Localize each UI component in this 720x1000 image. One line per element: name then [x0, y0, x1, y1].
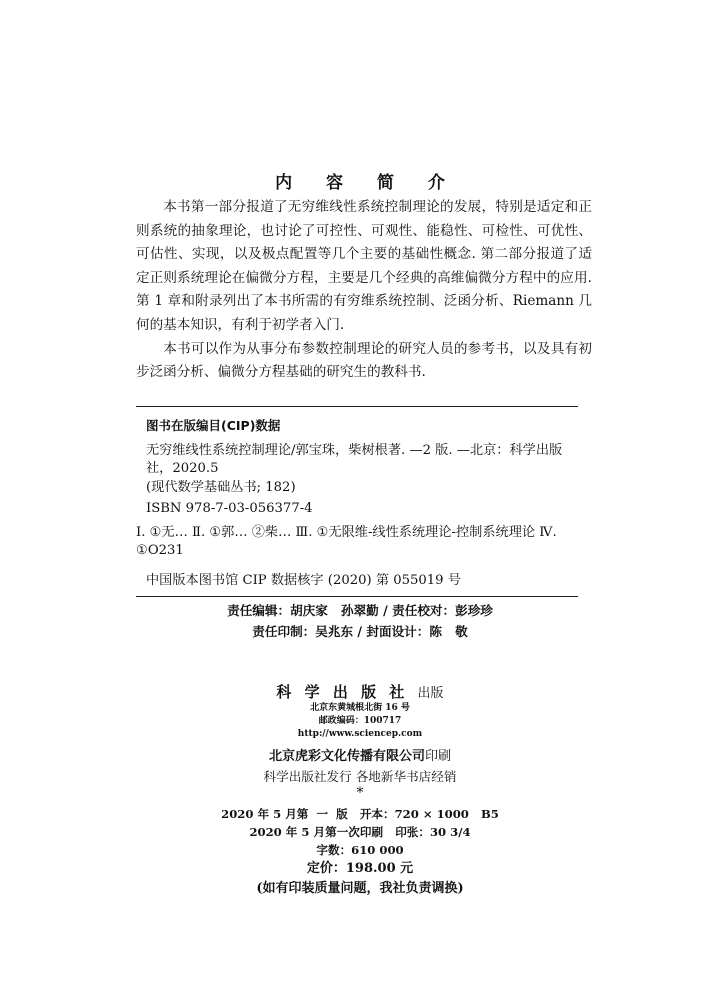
- credits-section: [0, 600, 720, 642]
- publisher-postcode: 邮政编码：100717: [318, 716, 402, 726]
- wordcount-line: 字数：610 000: [316, 843, 404, 857]
- page-title: 内 容 简 介: [275, 173, 459, 193]
- quality-note: (如有印装质量问题，我社负责调换): [256, 881, 464, 896]
- publisher-address: 北京东黄城根北街 16 号: [310, 703, 410, 713]
- cip-bottom-rule: [136, 596, 578, 597]
- edition-line: 2020 年 5 月第 一 版 开本：720 × 1000 B5: [221, 807, 499, 821]
- cip-isbn: ISBN 978-7-03-056377-4: [146, 501, 313, 516]
- cip-classification: Ⅰ. ①无… Ⅱ. ①郭… ②柴… Ⅲ. ①无限维-线性系统理论-控制系统理论 Ⅳ. ①O231: [136, 525, 557, 558]
- printing-line: 2020 年 5 月第一次印刷 印张：30 3/4: [249, 825, 471, 839]
- intro-paragraph-2: 本书可以作为从事分布参数控制理论的研究人员的参考书，以及具有初步泛函分析、偏微分方程基础的研究生的教科书.: [136, 340, 592, 381]
- publisher-section: [0, 684, 720, 899]
- intro-section: [136, 196, 592, 385]
- printer-suffix: 印刷: [425, 749, 452, 764]
- cip-top-rule: [136, 406, 578, 407]
- credits-production: 责任印制：吴兆东 / 封面设计：陈 敬: [252, 624, 468, 639]
- publisher-suffix: 出版: [417, 686, 444, 701]
- publisher-website: http://www.sciencep.com: [297, 729, 423, 739]
- distribution-line: 科学出版社发行 各地新华书店经销: [263, 769, 457, 784]
- price-line: 定价：198.00 元: [306, 861, 414, 876]
- cip-series-line: (现代数学基础丛书; 182): [146, 480, 296, 495]
- printer-name: 北京虎彩文化传播有限公司: [268, 749, 425, 764]
- separator-star: *: [356, 785, 364, 801]
- cip-verification: 中国版本图书馆 CIP 数据核字 (2020) 第 055019 号: [146, 573, 461, 588]
- cip-title-line: 无穷维线性系统控制理论/郭宝珠，柴树根著. —2 版. —北京：科学出版社，2020.5: [146, 443, 563, 476]
- credits-editors: 责任编辑：胡庆家 孙翠勤 / 责任校对：彭珍珍: [227, 603, 493, 618]
- publisher-line: [0, 684, 720, 702]
- intro-paragraph-1: 本书第一部分报道了无穷维线性系统控制理论的发展，特别是适定和正则系统的抽象理论，也讨论了可控性、可观性、能稳性、可检性、可优性、可估性、实现，以及极点配置等几个主要的基础性概念. 第二部分报道了适定正则系统理论在偏微分方程，主要是几个经典的高维偏微分方程中的应用. 第 1 章和附录列出了本书所需的有穷维系统控制、泛函分析、Riemann 几何的基本知识，有利于初学者入门.: [136, 199, 592, 333]
- publisher-name: 科 学 出 版 社: [276, 683, 409, 701]
- printer-line: [0, 747, 720, 767]
- cip-heading: 图书在版编目(CIP)数据: [146, 418, 281, 433]
